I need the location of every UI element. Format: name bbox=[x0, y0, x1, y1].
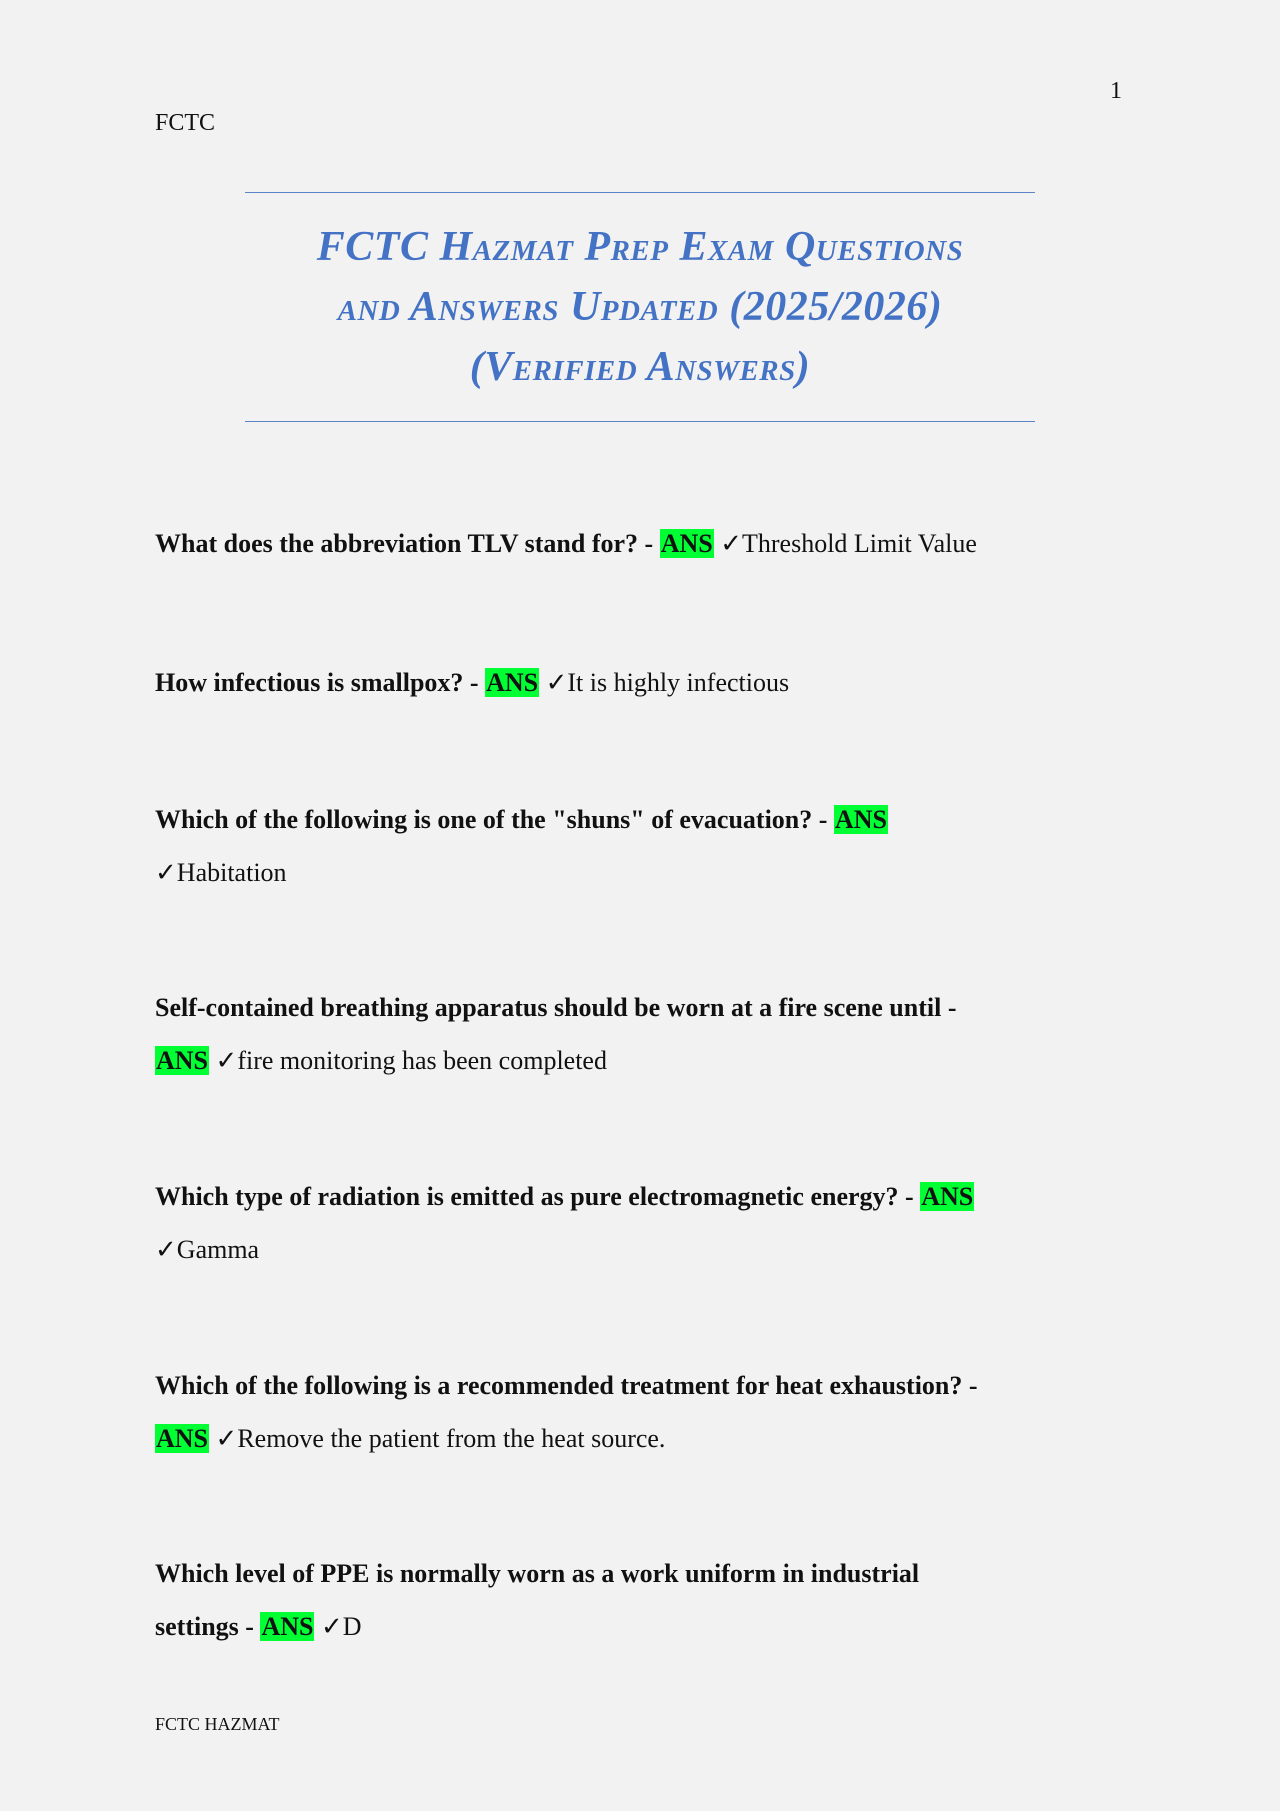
ans-label: ANS bbox=[921, 1182, 974, 1211]
check-icon: ✓ bbox=[545, 668, 568, 697]
question-text: What does the abbreviation TLV stand for? - bbox=[155, 529, 660, 558]
answer-text: Habitation bbox=[176, 858, 287, 887]
check-icon: ✓ bbox=[215, 1046, 238, 1075]
answer-text: Gamma bbox=[176, 1235, 260, 1264]
title-line-1: FCTC Hazmat Prep Exam Questions bbox=[316, 224, 964, 270]
footer-text: FCTC HAZMAT bbox=[155, 1714, 280, 1734]
ans-label: ANS bbox=[156, 1046, 209, 1075]
qa-item-2 bbox=[155, 656, 1115, 709]
check-icon: ✓ bbox=[720, 529, 742, 558]
qa-item-3 bbox=[155, 793, 1115, 899]
question-text: Which of the following is a recommended treatment for heat exhaustion? - bbox=[155, 1371, 978, 1400]
answer-text: Threshold Limit Value bbox=[742, 529, 977, 558]
qa-item-7 bbox=[155, 1547, 1115, 1653]
qa-item-5 bbox=[155, 1170, 1115, 1276]
answer-text: D bbox=[342, 1612, 362, 1641]
title-line-3: (Verified Answers) bbox=[469, 344, 811, 390]
question-text: Which type of radiation is emitted as pure electromagnetic energy? - bbox=[155, 1182, 921, 1211]
ans-label: ANS bbox=[660, 529, 713, 558]
ans-label: ANS bbox=[156, 1424, 209, 1453]
qa-item-6 bbox=[155, 1359, 1115, 1465]
header-text: FCTC bbox=[155, 110, 216, 136]
ans-label: ANS bbox=[834, 805, 887, 834]
answer-text: Remove the patient from the heat source. bbox=[237, 1424, 666, 1453]
qa-item-1 bbox=[155, 517, 1115, 570]
document-title bbox=[245, 192, 1035, 422]
question-text: Which level of PPE is normally worn as a work uniform in industrial settings - bbox=[155, 1559, 920, 1641]
title-line-2: and Answers Updated (2025/2026) bbox=[337, 284, 943, 330]
question-text: Which of the following is one of the "shuns" of evacuation? - bbox=[155, 805, 834, 834]
check-icon: ✓ bbox=[215, 1424, 238, 1453]
page-number: 1 bbox=[1110, 78, 1122, 104]
check-icon: ✓ bbox=[155, 1235, 177, 1264]
question-text-line-2: settings - bbox=[155, 1612, 261, 1641]
ans-label: ANS bbox=[486, 668, 539, 697]
check-icon: ✓ bbox=[320, 1612, 343, 1641]
answer-text: fire monitoring has been completed bbox=[237, 1046, 607, 1075]
qa-item-4 bbox=[155, 981, 1115, 1087]
answer-text: It is highly infectious bbox=[567, 668, 790, 697]
check-icon: ✓ bbox=[155, 858, 177, 887]
question-text: Self-contained breathing apparatus should be worn at a fire scene until - bbox=[155, 993, 957, 1022]
ans-label: ANS bbox=[261, 1612, 314, 1641]
question-text: How infectious is smallpox? - bbox=[155, 668, 486, 697]
